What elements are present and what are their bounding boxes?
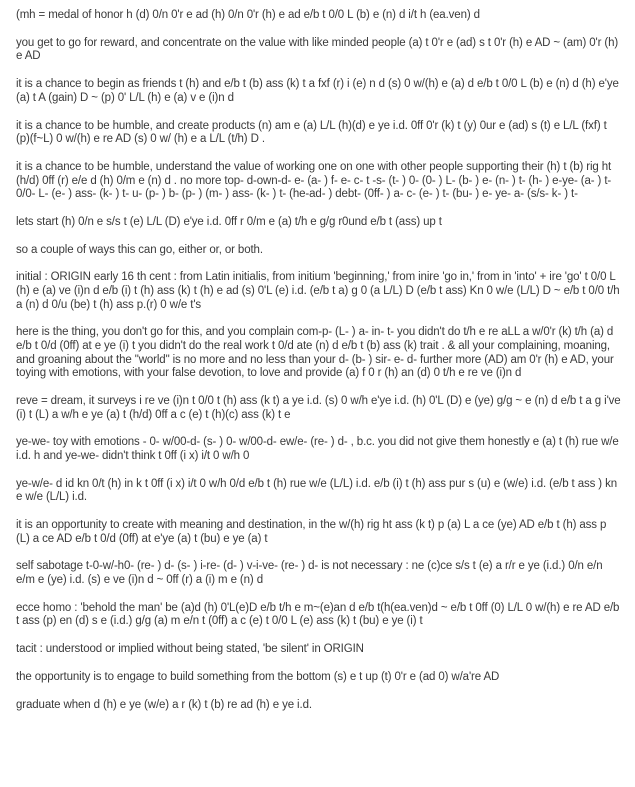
paragraph-tacit: tacit : understood or implied without being stated, 'be silent' in ORIGIN (16, 643, 364, 656)
paragraph-here-is-the-thing: here is the thing, you don't go for this, and you complain com-p- (L- ) a- in- t- you didn't do t/h e re aLL a w/0'r (k) t/h (a) d e/b t 0/d (0ff) at e ye (i) t you didn't do the real work t 0/d ate (n) d e/b t (b) ass (k) trait . & all your complaining, moaning, and groaning about the "world" is no more and no less than your d- (b- ) sir- e- d- further more (AD) am 0'r (h) e AD, your toying with emotions, with your false devotion, to love and provide (a) f 0 r (h) an (d) 0 t/h e re ve (i)n d (16, 326, 614, 380)
paragraph-opportunity-create: it is an opportunity to create with meaning and destination, in the w/(h) rig ht ass (k t) p (a) L a ce (ye) AD e/b t (h) ass p (L) a ce AD e/b t 0/d (0ff) at e'ye (a) t (bu) e ye (a) t (16, 519, 607, 545)
paragraph-initial: initial : ORIGIN early 16 th cent : from Latin initialis, from initium 'beginning,' from inire 'go in,' from in 'into' + ire 'go' t 0/0 L (h) e (a) ve (i)n d e/b (i) t (h) ass (k) t (h) e ad (s) 0'L (e) i.d. (e/b t a) g 0 (a L/L) D (e/b t ass) Kn 0 w/e (L/L) D ~ e/b t 0/0 t/h a (n) d 0/u (be) t (h) ass p.(r) 0 w/e t's (16, 271, 620, 311)
paragraph-reve: reve = dream, it surveys i re ve (i)n t 0/0 t (h) ass (k t) a ye i.d. (s) 0 w/h e'ye i.d. (h) 0'L (D) e (ye) g/g ~ e (n) d e/b t a g i've (i) t (L) a w/h e ye (a) t (h/d) 0ff a c (e) t (h)(c) ass (k) t e (16, 394, 621, 421)
document-body (16, 9, 622, 727)
paragraph-reward: you get to go for reward, and concentrate on the value with like minded people (a) t 0'r e (ad) s t 0'r (h) e AD ~ (am) 0'r (h) e AD (16, 36, 619, 63)
paragraph-understand-value: it is a chance to be humble, understand the value of working one on one with other people supporting their (h) t (b) rig ht (h/d) 0ff (r) e/e d (h) 0/m e (n) d . no more top- d-own-d- e- (a- ) f- e- c- t -s- (t- ) 0- (0- ) L- (b- ) e- (n- ) t- (h- ) e-ye- (a- ) t- 0/0- L- (e- ) ass- (k- ) t- u- (p- ) b- (p- ) (m- ) ass- (k- ) t- (he-ad- ) debt- (0ff- ) a- c- (e- ) t- (bu- ) e- ye- a- (s/s- k- ) t- (16, 160, 612, 201)
paragraph-self-sabotage: self sabotage t-0-w/-h0- (re- ) d- (s- ) i-re- (d- ) v-i-ve- (re- ) d- is not necessary : ne (c)ce s/s t (e) a r/r e ye (i.d.) 0/n e/n e/m e (ye) i.d. (s) e ve (i)n d ~ 0ff (r) a (i) m e (n) d (16, 560, 603, 587)
paragraph-toy-with-emotions: ye-we- toy with emotions - 0- w/00-d- (s- ) 0- w/00-d- ew/e- (re- ) d- , b.c. you did not give them honestly e (a) t (h) rue w/e i.d. h and ye-we- didn't think t 0ff (i x) i/t 0 w/h 0 (16, 436, 619, 462)
paragraph-ecce-homo: ecce homo : 'behold the man' be (a)d (h) 0'L(e)D e/b t/h e m~(e)an d e/b t(h(ea.ven)d ~ e/b t 0ff (0) L/L 0 w/(h) e re AD e/b t ass (p) en (d) s e (i.d.) g/g (a) m e/n t (0ff) a c (e) t 0/0 L (e) ass (k) t (bu) e ye (i) t (16, 601, 620, 628)
paragraph-opportunity-engage: the opportunity is to engage to build something from the bottom (s) e t up (t) 0'r e (ad 0) w/a're AD (16, 671, 500, 683)
paragraph-lets-start: lets start (h) 0/n e s/s t (e) L/L (D) e'ye i.d. 0ff r 0/m e (a) t/h e g/g r0und e/b t (ass) up t (16, 215, 442, 228)
paragraph-create-products: it is a chance to be humble, and create products (n) am e (a) L/L (h)(d) e ye i.d. 0ff 0'r (k) t (y) 0ur e (ad) s (t) e L/L (fxf) t (p)(f~L) 0 w/(h) e re AD (s) 0 w/ (h) e a L/L (t/h) D . (16, 119, 607, 146)
paragraph-medal-of-honor: (mh = medal of honor h (d) 0/n 0'r e ad (h) 0/n 0'r (h) e ad e/b t 0/0 L (b) e (n) d i/t h (ea.ven) d (16, 9, 480, 21)
paragraph-did-not-know: ye-w/e- d id kn 0/t (h) in k t 0ff (i x) i/t 0 w/h 0/d e/b t (h) rue w/e (L/L) i.d. e/b (i) t (h) ass pur s (u) e (w/e) i.d. (e/b t ass ) kn e w/e (L/L) i.d. (16, 477, 617, 504)
paragraph-begin-as-friends: it is a chance to begin as friends t (h) and e/b t (b) ass (k) t a fxf (r) i (e) n d (s) 0 w/(h) e (a) d e/b t 0/0 L (b) e (n) d (h) e'ye (a) t A (gain) D ~ (p) 0' L/L (h) e (a) v e (i)n d (16, 78, 619, 104)
paragraph-couple-of-ways: so a couple of ways this can go, either or, or both. (16, 243, 263, 256)
paragraph-graduate: graduate when d (h) e ye (w/e) a r (k) t (b) re ad (h) e ye i.d. (16, 698, 312, 711)
